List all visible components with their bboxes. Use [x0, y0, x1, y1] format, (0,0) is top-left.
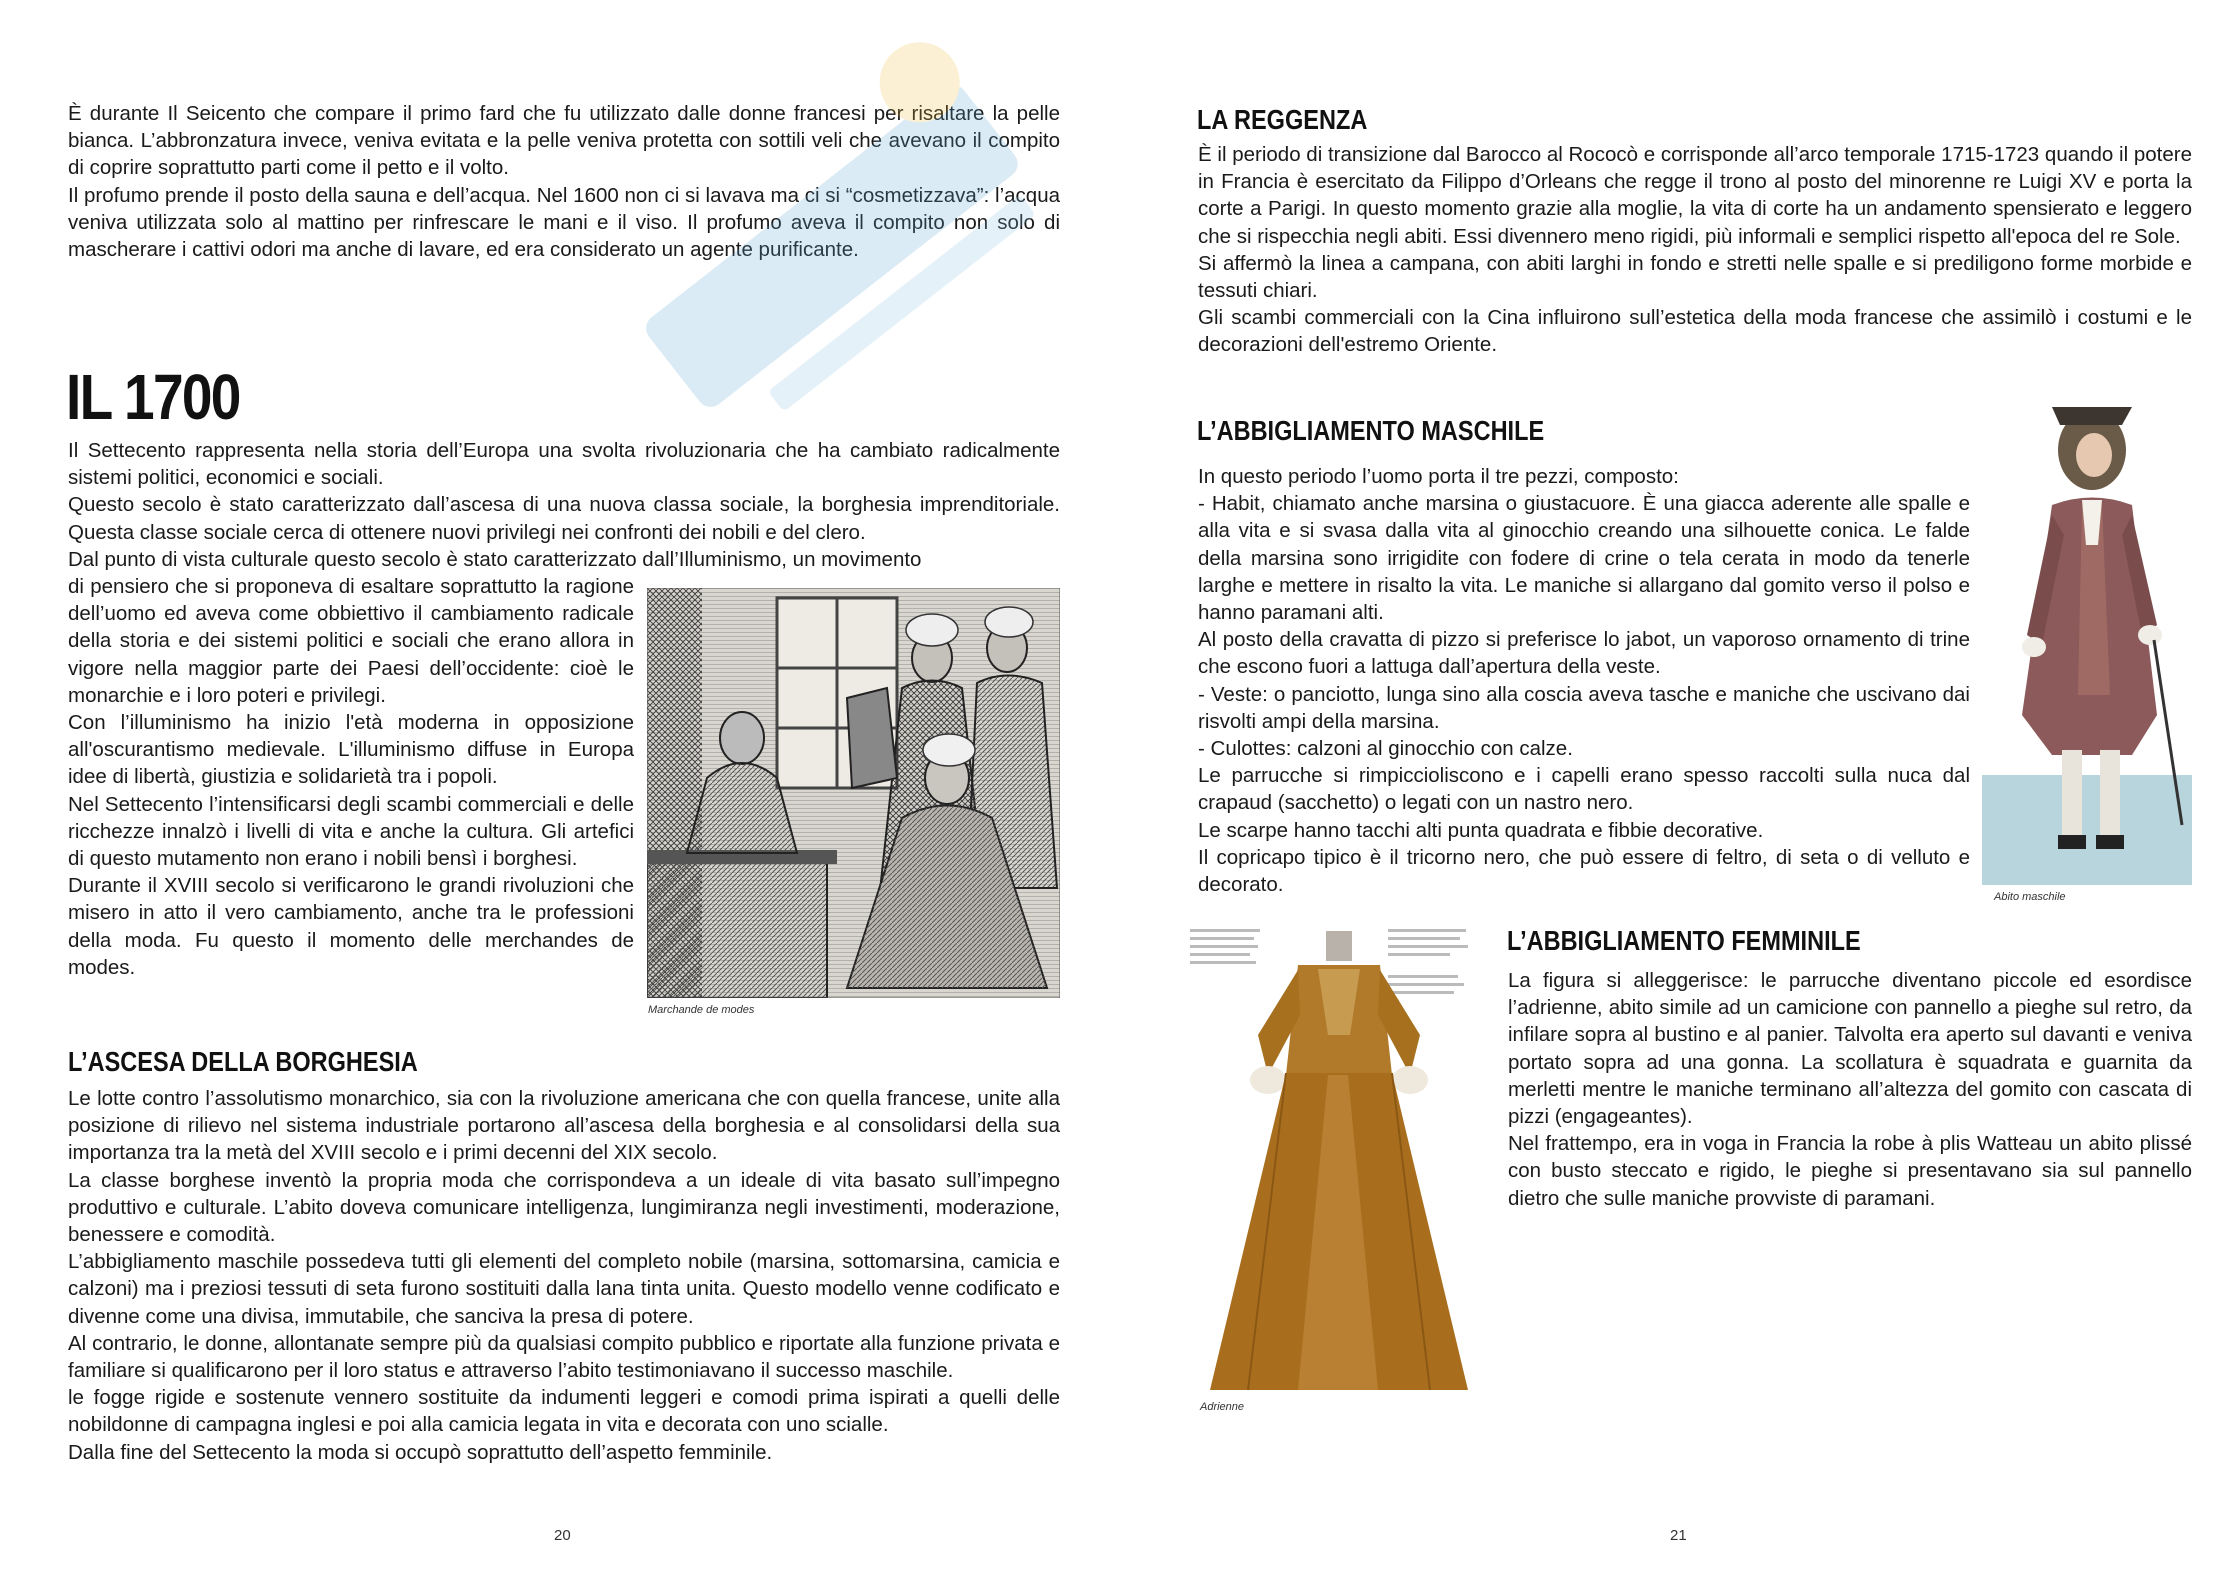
- reggenza-text: [1198, 141, 2192, 359]
- intro-paragraph-1: È durante Il Seicento che compare il primo fard che fu utilizzato dalle donne francesi per risaltare la pelle bianca. L’abbronzatura invece, veniva evitata e la pelle veniva protetta con sottili veli che avevano il compito di coprire soprattutto parti come il petto e il volto.: [68, 102, 1060, 180]
- maschile-paragraph-6: Le parrucche si rimpiccioliscono e i capelli erano spesso raccolti sulla nuca dal crapaud (sacchetto) o legati con un nastro nero.: [1198, 764, 1970, 815]
- man-caption: Abito maschile: [1994, 891, 2066, 903]
- maschile-paragraph-2: - Habit, chiamato anche marsina o giustacuore. È una giacca aderente alle spalle e alla vita e si svasa dalla vita al ginocchio creando una silhouette conica. Le falde della marsina sono irrigidite con fodere di crine o tela cerata in modo da tenerle larghe e mettere in risalto la vita. Le maniche si allargano dal gomito verso il polso e hanno paramani alti.: [1198, 492, 1970, 625]
- reggenza-heading: LA REGGENZA: [1197, 104, 1368, 135]
- femminile-paragraph-2: Nel frattempo, era in voga in Francia la robe à plis Watteau un abito plissé con busto steccato e rigido, le pieghe si presentavano sia sul pannello dietro che sulle maniche provviste di paramani.: [1508, 1132, 2192, 1210]
- page-number-right: 21: [1670, 1527, 1687, 1544]
- reggenza-paragraph-1: È il periodo di transizione dal Barocco al Rococò e corrisponde all’arco temporale 1715-1723 quando il potere in Francia è esercitato da Filippo d’Orleans che regge il trono al posto del minorenne re Luigi XV e porta la corte a Parigi. In questo momento grazie alla moglie, la vita di corte ha un andamento spensierato e leggero che si rispecchia negli abiti. Essi divennero meno rigidi, più informali e semplici rispetto all'epoca del re Sole.: [1198, 143, 2192, 248]
- borghesia-paragraph-1: Le lotte contro l’assolutismo monarchico, sia con la rivoluzione americana che con quella francese, unite alla posizione di rilievo nel sistema industriale portarono all’ascesa della borghesia e al consolidarsi della sua importanza tra la metà del XVIII secolo e i primi decenni del XIX secolo.: [68, 1087, 1060, 1165]
- adrienne-dress-image: [1188, 925, 1490, 1395]
- maschile-text: [1198, 463, 1970, 898]
- marchande-engraving-image: [647, 588, 1060, 998]
- femminile-heading: L’ABBIGLIAMENTO FEMMINILE: [1507, 925, 1861, 956]
- borghesia-paragraph-4: Al contrario, le donne, allontanate sempre più da qualsiasi compito pubblico e riportate alla funzione privata e familiare si qualificarono per il loro status e attraverso l’abito testimoniavano il successo maschile.: [68, 1331, 1060, 1383]
- borghesia-paragraph-6: Dalla fine del Settecento la moda si occupò soprattutto dell’aspetto femminile.: [68, 1440, 773, 1464]
- reggenza-paragraph-3: Gli scambi commerciali con la Cina influirono sull’estetica della moda francese che assimilò i costumi e le decorazioni dell'estremo Oriente.: [1198, 306, 2192, 357]
- maschile-paragraph-7: Le scarpe hanno tacchi alti punta quadrata e fibbie decorative.: [1198, 818, 1764, 842]
- page-number-left: 20: [554, 1527, 571, 1544]
- borghesia-heading: L’ASCESA DELLA BORGHESIA: [68, 1046, 418, 1077]
- borghesia-text: [68, 1085, 1060, 1466]
- settecento-paragraph-1: Il Settecento rappresenta nella storia dell’Europa una svolta rivoluzionaria che ha cambiato radicalmente sistemi politici, economici e sociali.: [68, 439, 1060, 490]
- borghesia-paragraph-5: le fogge rigide e sostenute vennero sostituite da indumenti leggeri e comodi prima ispirati a quelli delle nobildonne di campagna inglesi e poi alla camicia legata in vita e decorata con uno scialle.: [68, 1386, 1060, 1437]
- reggenza-paragraph-2: Si affermò la linea a campana, con abiti larghi in fondo e stretti nelle spalle e si prediligono forme morbide e tessuti chiari.: [1198, 251, 2192, 303]
- title-1700: IL 1700: [66, 361, 240, 433]
- settecento-paragraph-3: Dal punto di vista culturale questo secolo è stato caratterizzato dall’Illuminismo, un movimento: [68, 547, 922, 571]
- femminile-paragraph-1: La figura si alleggerisce: le parrucche diventano piccole ed esordisce l’adrienne, abito simile ad un camicione con pannello a pieghe sul retro, da infilare sopra al bustino e al panier. Talvolta era aperto sul davanti e veniva portato sopra ad una gonna. La scollatura è squadrata e guarnita da merletti mentre le maniche terminano all’altezza del gomito con cascata di pizzi (engageantes).: [1508, 969, 2192, 1129]
- borghesia-paragraph-2: La classe borghese inventò la propria moda che corrispondeva a un ideale di vita basato sull’impegno produttivo e culturale. L’abito doveva comunicare intelligenza, lungimiranza negli investimenti, moderazione, benessere e comodità.: [68, 1168, 1060, 1247]
- dress-caption: Adrienne: [1200, 1401, 1245, 1413]
- femminile-text: [1508, 967, 2192, 1212]
- maschile-heading: L’ABBIGLIAMENTO MASCHILE: [1197, 415, 1545, 446]
- illuminismo-paragraph: di pensiero che si proponeva di esaltare soprattutto la ragione dell’uomo ed aveva come obbiettivo il cambiamento radicale della storia e dei sistemi politici e sociali che erano allora in vigore nella maggior parte dei Paesi dell’occidente: cioè le monarchie e i loro poteri e privilegi.: [68, 575, 634, 707]
- maschile-paragraph-4: - Veste: o panciotto, lunga sino alla coscia aveva tasche e maniche che uscivano dai risvolti ampi della marsina.: [1198, 682, 1970, 733]
- engraving-caption: Marchande de modes: [648, 1004, 755, 1016]
- borghesia-paragraph-3: L’abbigliamento maschile possedeva tutti gli elementi del completo nobile (marsina, sottomarsina, camicia e calzoni) ma i preziosi tessuti di seta furono sostituiti dalla lana tinta unita. Questo modello venne codificato e divenne come una divisa, immutabile, che sanciva la presa di potere.: [68, 1250, 1060, 1328]
- right-page: [1116, 0, 2232, 1579]
- intro-paragraph-2: Il profumo prende il posto della sauna e dell’acqua. Nel 1600 non ci si lavava ma ci si “cosmetizzava”: l’acqua veniva utilizzata solo al mattino per rinfrescare le mani e il viso. Il profumo aveva il compito non solo di mascherare i cattivi odori ma anche di lavare, ed era considerato un agente purificante.: [68, 183, 1060, 262]
- intro-text: [68, 100, 1060, 263]
- maschile-paragraph-1: In questo periodo l’uomo porta il tre pezzi, composto:: [1198, 465, 1679, 488]
- abito-maschile-image: [1982, 395, 2192, 885]
- settecento-text-wrap: [68, 573, 634, 981]
- eta-moderna-paragraph: Con l’illuminismo ha inizio l'età moderna in opposizione all'oscurantismo medievale. L'illuminismo diffuse in Europa idee di libertà, giustizia e solidarietà tra i popoli.: [68, 711, 634, 789]
- maschile-paragraph-3: Al posto della cravatta di pizzo si preferisce lo jabot, un vaporoso ornamento di trine che escono fuori a lattuga dall’apertura della veste.: [1198, 628, 1970, 679]
- rivoluzioni-paragraph: Durante il XVIII secolo si verificarono le grandi rivoluzioni che misero in atto il vero cambiamento, anche tra le professioni della moda. Fu questo il momento delle merchandes de modes.: [68, 874, 634, 979]
- maschile-paragraph-5: - Culottes: calzoni al ginocchio con calze.: [1198, 737, 1573, 761]
- scambi-paragraph: Nel Settecento l’intensificarsi degli scambi commerciali e delle ricchezze innalzò i livelli di vita e anche la cultura. Gli artefici di questo mutamento non erano i nobili bensì i borghesi.: [68, 792, 634, 871]
- settecento-paragraph-2: Questo secolo è stato caratterizzato dall’ascesa di una nuova classa sociale, la borghesia imprenditoriale. Questa classe sociale cerca di ottenere nuovi privilegi nei confronti dei nobili e del clero.: [68, 493, 1060, 544]
- settecento-text-top: [68, 437, 1060, 573]
- maschile-paragraph-8: Il copricapo tipico è il tricorno nero, che può essere di feltro, di seta o di velluto e decorato.: [1198, 845, 1970, 897]
